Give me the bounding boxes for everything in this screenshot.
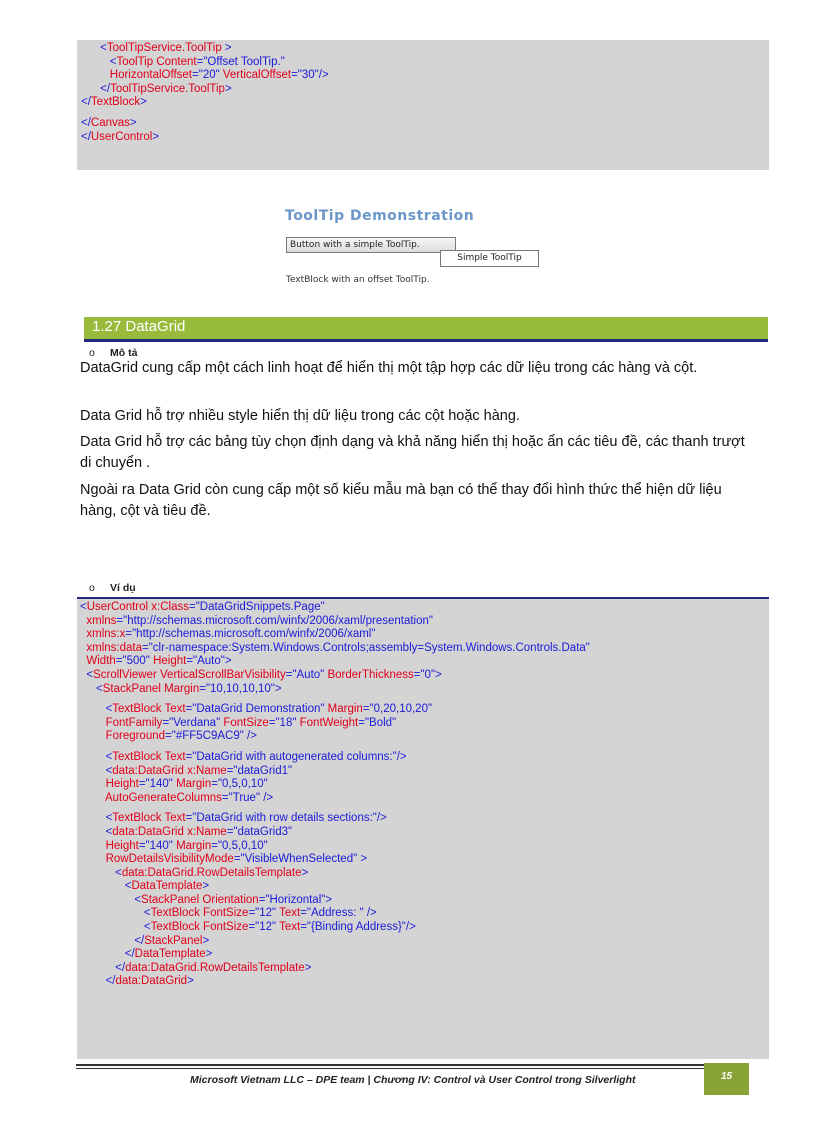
code-token: >: [202, 880, 210, 893]
code-token: ="http://schemas.microsoft.com/winfx/2006/xaml/presentation": [116, 614, 433, 627]
code-token: FontSize: [223, 716, 269, 729]
section-header: [84, 317, 768, 342]
code-token: Width: [86, 655, 116, 668]
code-line: [80, 853, 769, 867]
code-token: ="0,5,0,10": [211, 778, 268, 791]
code-token: Height: [105, 778, 139, 791]
footer-text: Microsoft Vietnam LLC – DPE team | Chương IV: Control và User Control trong Silverlight: [190, 1074, 636, 1086]
code-line: [81, 117, 769, 131]
code-token: Text: [164, 750, 186, 763]
code-line: [80, 935, 769, 949]
code-line: [80, 642, 769, 656]
code-line: [80, 669, 769, 683]
code-token: <: [100, 42, 107, 54]
code-block-datagrid: [77, 597, 769, 1059]
code-line: [80, 703, 769, 717]
code-token: Margin: [176, 839, 212, 852]
code-token: Foreground: [105, 730, 166, 743]
code-token: Margin: [176, 778, 212, 791]
code-token: ="True" />: [221, 791, 274, 804]
code-token: <: [143, 921, 151, 934]
bullet-vidu-label: Ví dụ: [110, 582, 136, 594]
code-token: <: [134, 893, 142, 906]
code-token: Text: [164, 703, 186, 716]
code-line: [80, 921, 769, 935]
code-token: >: [221, 42, 232, 54]
code-token: x:Name: [187, 825, 227, 838]
code-token: ="#FF5C9AC9" />: [165, 730, 257, 743]
code-indent: [81, 69, 110, 81]
code-indent: [80, 840, 106, 852]
code-token: <: [105, 825, 113, 838]
code-token: data:DataGrid: [115, 975, 188, 988]
code-token: Height: [153, 655, 187, 668]
code-token: ="DataGrid with autogenerated columns:"/>: [185, 750, 407, 763]
code-token: Height: [105, 839, 139, 852]
code-gap: [80, 805, 769, 812]
code-token: Content: [156, 55, 197, 68]
code-token: ="dataGrid3": [226, 825, 293, 838]
code-token: </: [134, 934, 145, 947]
code-token: UserControl: [90, 130, 153, 143]
code-indent: [81, 42, 100, 54]
code-indent: [80, 812, 106, 824]
code-line: [81, 56, 769, 70]
code-token: data:DataGrid: [112, 825, 188, 838]
code-token: StackPanel: [141, 893, 203, 906]
code-token: TextBlock: [112, 703, 165, 716]
code-token: TextBlock: [90, 96, 141, 109]
code-line: [80, 628, 769, 642]
code-token: >: [205, 948, 213, 961]
code-indent: [80, 826, 106, 838]
simple-tooltip-button: Button with a simple ToolTip.: [286, 237, 456, 253]
demo-title: ToolTip Demonstration: [285, 208, 475, 224]
code-token: ="Offset ToolTip.": [196, 55, 285, 68]
code-token: ="Bold": [358, 716, 397, 729]
code-indent: [80, 921, 144, 933]
code-token: <: [80, 601, 87, 613]
code-token: TextBlock: [150, 907, 204, 920]
code-line: [80, 826, 769, 840]
code-token: xmlns:data: [86, 641, 142, 654]
code-token: ToolTipService.ToolTip: [110, 82, 225, 95]
code-token: ="0,5,0,10": [211, 839, 268, 852]
code-token: <: [95, 682, 103, 695]
code-indent: [80, 975, 106, 987]
code-line: [81, 83, 769, 97]
code-line: [81, 131, 769, 145]
code-token: FontSize: [203, 921, 249, 934]
simple-tooltip-popup: Simple ToolTip: [440, 250, 539, 267]
tooltip-demo-screenshot: [284, 206, 534, 286]
code-line: [80, 683, 769, 697]
code-line: [80, 730, 769, 744]
code-token: TextBlock: [112, 812, 165, 825]
code-token: ="{Binding Address}"/>: [300, 921, 416, 934]
code-token: <: [109, 55, 117, 68]
code-token: ="DataGrid Demonstration": [185, 703, 328, 716]
code-indent: [80, 867, 115, 879]
code-token: <: [124, 880, 132, 893]
code-token: FontSize: [203, 907, 249, 920]
code-token: data:DataGrid.RowDetailsTemplate: [121, 866, 302, 879]
offset-tooltip-textblock: TextBlock with an offset ToolTip.: [286, 275, 430, 285]
code-token: ="0,20,10,20": [362, 703, 433, 716]
code-token: StackPanel: [144, 934, 203, 947]
code-indent: [80, 717, 106, 729]
bullet-vidu: [89, 582, 136, 594]
code-gap: [80, 696, 769, 703]
code-token: </: [81, 116, 91, 129]
code-indent: [80, 730, 106, 742]
code-token: Text: [164, 812, 186, 825]
paragraph-1: DataGrid cung cấp một cách linh hoạt để hiển thị một tập hợp các dữ liệu trong các hàng và cột.: [80, 360, 698, 376]
code-token: data:DataGrid: [112, 764, 188, 777]
code-token: x:Class: [151, 601, 189, 613]
code-token: >: [187, 975, 194, 988]
code-line: [80, 975, 769, 989]
code-token: DataTemplate: [134, 948, 206, 961]
code-token: ="Horizontal">: [258, 893, 333, 906]
code-indent: [80, 765, 106, 777]
code-token: ="http://schemas.microsoft.com/winfx/2006/xaml": [125, 628, 376, 641]
code-line: [80, 894, 769, 908]
code-indent: [81, 83, 100, 95]
code-token: UserControl: [86, 601, 152, 613]
code-line: [80, 615, 769, 629]
code-token: Margin: [327, 703, 363, 716]
code-line: [80, 717, 769, 731]
code-token: </: [81, 130, 91, 143]
code-token: ="10,10,10,10">: [199, 682, 282, 695]
section-title: 1.27 DataGrid: [92, 318, 186, 335]
code-token: data:DataGrid.RowDetailsTemplate: [125, 961, 305, 974]
code-line: [80, 880, 769, 894]
code-token: xmlns:x: [86, 628, 126, 641]
paragraph-4: Ngoài ra Data Grid còn cung cấp một số kiểu mẫu mà bạn có thể thay đổi hình thức thể hiện dữ liệu hàng, cột và tiêu đề.: [80, 482, 722, 519]
code-token: ="Auto">: [186, 655, 232, 668]
code-indent: [80, 792, 105, 804]
code-token: ScrollViewer: [93, 668, 161, 681]
code-gap: [80, 744, 769, 751]
code-token: ="12": [248, 921, 280, 934]
code-token: ="30"/>: [291, 69, 329, 82]
code-token: Orientation: [202, 893, 259, 906]
code-token: >: [304, 961, 312, 974]
code-token: ToolTipService.ToolTip: [106, 42, 222, 54]
code-token: AutoGenerateColumns: [104, 791, 222, 804]
code-line: [80, 655, 769, 669]
code-line: [81, 96, 769, 110]
code-token: >: [202, 934, 210, 947]
code-token: ToolTip: [116, 55, 157, 68]
code-token: ="20": [192, 69, 223, 82]
code-token: >: [129, 116, 137, 129]
code-token: TextBlock: [150, 921, 204, 934]
code-block-top: [77, 40, 769, 170]
code-token: </: [81, 96, 91, 109]
code-token: FontWeight: [299, 716, 359, 729]
footer-rule: [76, 1068, 706, 1069]
code-line: [80, 907, 769, 921]
code-token: <: [105, 764, 113, 777]
code-indent: [80, 948, 125, 960]
code-token: <: [105, 750, 113, 763]
code-token: HorizontalOffset: [109, 69, 193, 82]
code-token: >: [224, 82, 232, 95]
code-token: ="DataGridSnippets.Page": [188, 601, 325, 613]
code-token: <: [143, 907, 151, 920]
code-token: StackPanel: [102, 682, 165, 695]
code-indent: [80, 751, 106, 763]
page-number: 15: [704, 1063, 749, 1095]
code-line: [81, 42, 769, 56]
paragraph-3: Data Grid hỗ trợ các bảng tùy chọn định dạng và khả năng hiển thị hoặc ẩn các tiêu đề, các thanh trượt di chuyển .: [80, 434, 745, 471]
code-token: >: [140, 96, 147, 109]
code-token: ="VisibleWhenSelected" >: [233, 853, 368, 866]
code-token: ="18": [268, 716, 300, 729]
code-indent: [80, 703, 106, 715]
code-token: <: [105, 812, 113, 825]
code-token: Text: [279, 907, 301, 920]
code-indent: [80, 853, 106, 865]
code-token: ="12": [248, 907, 280, 920]
code-token: ="dataGrid1": [226, 764, 293, 777]
code-token: ="140": [138, 839, 177, 852]
code-token: ="Auto": [285, 668, 328, 681]
code-line: [80, 751, 769, 765]
code-token: <: [86, 668, 94, 681]
code-token: BorderThickness: [327, 668, 414, 681]
code-token: </: [115, 961, 126, 974]
code-token: Margin: [164, 682, 200, 695]
code-line: [80, 601, 769, 615]
code-indent: [80, 907, 144, 919]
code-indent: [80, 935, 134, 947]
code-line: [80, 778, 769, 792]
code-token: FontFamily: [105, 716, 163, 729]
code-token: VerticalOffset: [222, 69, 292, 82]
code-token: <: [115, 866, 122, 879]
code-token: ="Verdana": [162, 716, 224, 729]
code-token: ="0">: [413, 668, 442, 681]
code-token: TextBlock: [112, 750, 165, 763]
code-token: </: [124, 948, 135, 961]
code-indent: [80, 962, 115, 974]
code-token: RowDetailsVisibilityMode: [105, 853, 234, 866]
code-token: </: [100, 82, 111, 95]
code-token: >: [301, 866, 309, 879]
code-token: ="140": [138, 778, 177, 791]
footer-rule: [76, 1064, 706, 1066]
code-line: [80, 867, 769, 881]
code-token: ="500": [115, 655, 154, 668]
code-token: VerticalScrollBarVisibility: [160, 668, 286, 681]
code-indent: [80, 894, 134, 906]
code-indent: [81, 56, 110, 68]
code-token: ="Address: " />: [300, 907, 377, 920]
bullet-mota-label: Mô tả: [110, 347, 138, 359]
code-line: [80, 840, 769, 854]
code-token: >: [152, 130, 159, 143]
code-indent: [80, 683, 96, 695]
code-token: <: [105, 703, 113, 716]
code-gap: [81, 110, 769, 117]
code-line: [80, 812, 769, 826]
code-token: Text: [279, 921, 301, 934]
code-line: [80, 792, 769, 806]
code-line: [80, 765, 769, 779]
code-token: DataTemplate: [131, 880, 203, 893]
code-token: ="DataGrid with row details sections:"/>: [185, 812, 387, 825]
paragraph-2: Data Grid hỗ trợ nhiều style hiển thị dữ liệu trong các cột hoặc hàng.: [80, 408, 520, 424]
bullet-marker: o: [89, 582, 95, 594]
code-line: [81, 69, 769, 83]
code-line: [80, 962, 769, 976]
code-indent: [80, 880, 125, 892]
code-token: x:Name: [187, 764, 227, 777]
code-line: [80, 948, 769, 962]
code-token: ="clr-namespace:System.Windows.Controls;assembly=System.Windows.Controls.Data": [142, 641, 590, 654]
code-indent: [80, 778, 106, 790]
bullet-marker: o: [89, 347, 95, 359]
code-token: xmlns: [86, 614, 117, 627]
code-token: </: [105, 975, 116, 988]
code-token: Canvas: [90, 116, 130, 129]
